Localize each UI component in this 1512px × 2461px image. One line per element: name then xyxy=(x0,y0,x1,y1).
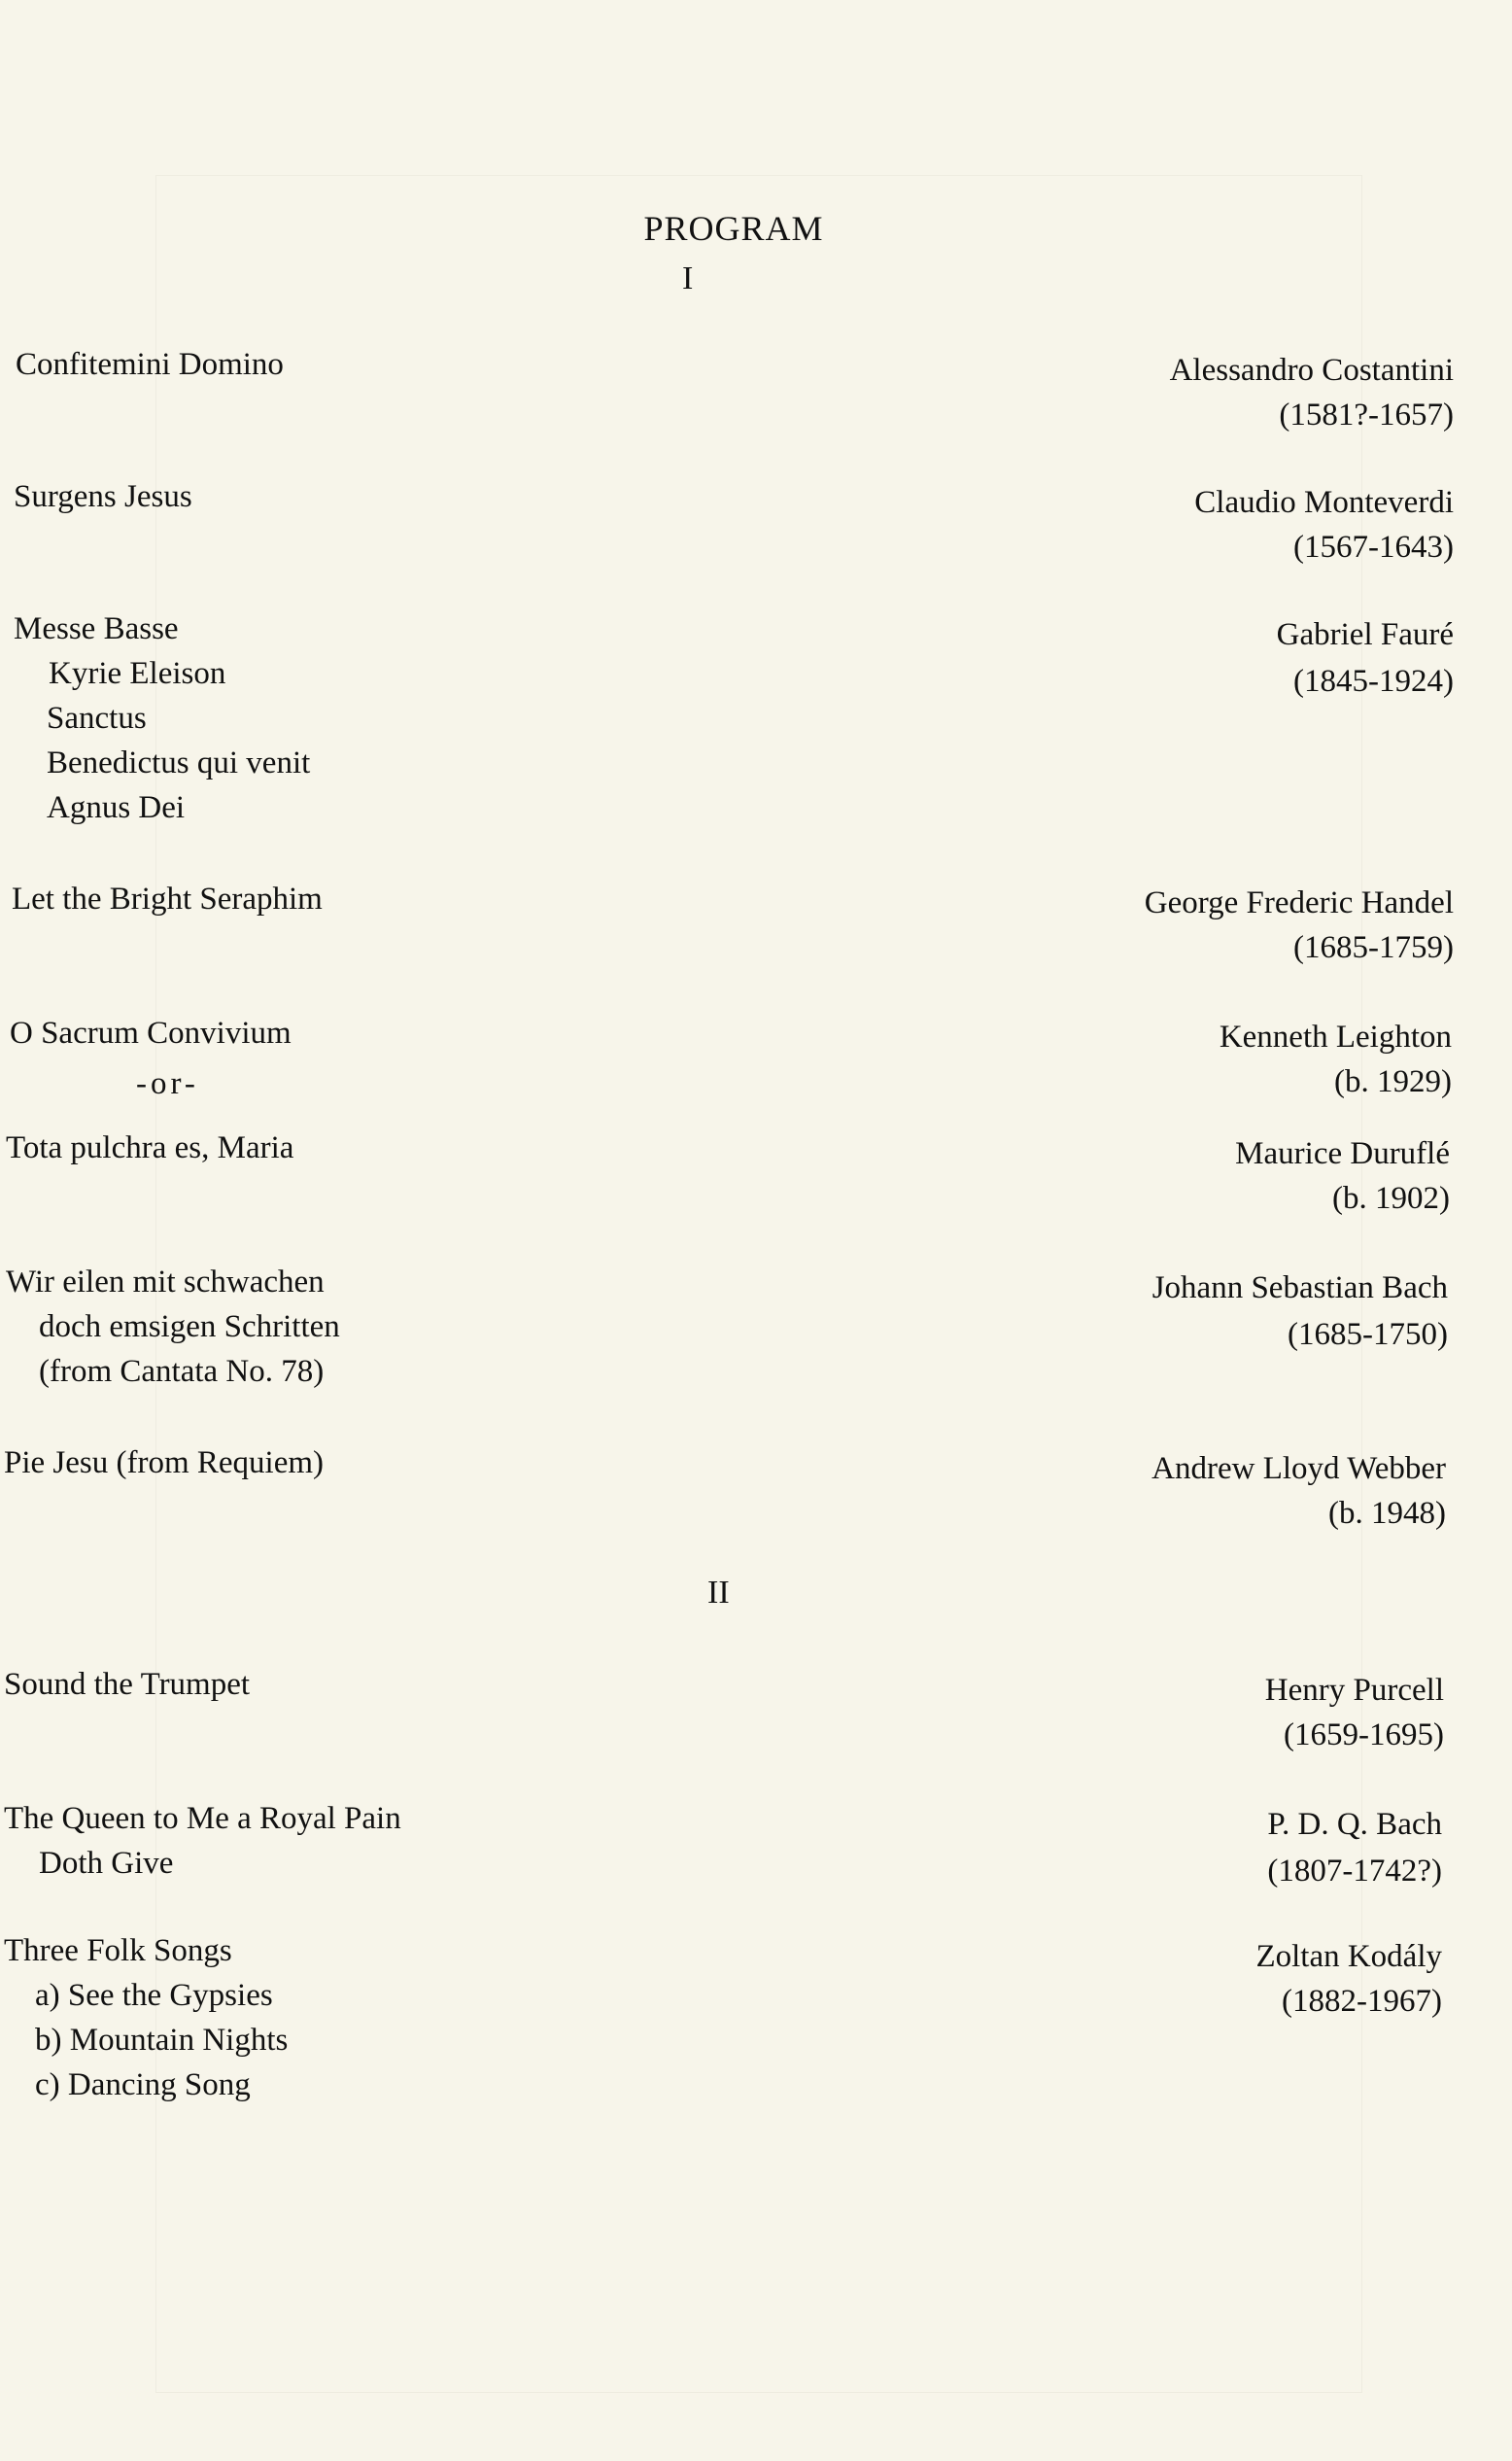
piece-title-continued: Doth Give xyxy=(39,1846,174,1881)
folk-song-item: a) See the Gypsies xyxy=(35,1978,273,2013)
composer-name: Maurice Duruflé xyxy=(1235,1136,1450,1171)
composer-name: Henry Purcell xyxy=(1264,1673,1444,1708)
part-2-label: II xyxy=(707,1575,730,1611)
composer-name: Johann Sebastian Bach xyxy=(1151,1270,1448,1305)
composer-dates: (1882-1967) xyxy=(1282,1984,1442,2019)
composer-name: P. D. Q. Bach xyxy=(1267,1807,1442,1842)
composer-dates: (1845-1924) xyxy=(1293,664,1454,699)
piece-title: Three Folk Songs xyxy=(4,1933,232,1968)
folk-song-item: b) Mountain Nights xyxy=(35,2023,289,2058)
piece-title: O Sacrum Convivium xyxy=(10,1016,292,1051)
composer-name: Alessandro Costantini xyxy=(1169,353,1454,388)
page-title: PROGRAM xyxy=(643,209,824,248)
movement: Kyrie Eleison xyxy=(49,656,226,691)
alternative-separator: -or- xyxy=(136,1066,199,1101)
movement: Sanctus xyxy=(47,701,147,736)
composer-name: Claudio Monteverdi xyxy=(1194,485,1454,520)
composer-name: Zoltan Kodály xyxy=(1255,1939,1442,1974)
composer-dates: (1685-1750) xyxy=(1288,1317,1448,1352)
piece-title: Tota pulchra es, Maria xyxy=(6,1130,294,1165)
piece-title: Sound the Trumpet xyxy=(4,1667,251,1702)
composer-dates: (b. 1902) xyxy=(1332,1181,1450,1216)
composer-dates: (1685-1759) xyxy=(1293,930,1454,965)
folk-song-item: c) Dancing Song xyxy=(35,2067,251,2102)
piece-title: Wir eilen mit schwachen xyxy=(6,1265,325,1300)
composer-dates: (1567-1643) xyxy=(1293,530,1454,565)
piece-title: Pie Jesu (from Requiem) xyxy=(4,1445,325,1480)
part-1-label: I xyxy=(682,260,694,296)
composer-name: Kenneth Leighton xyxy=(1219,1020,1452,1055)
composer-dates: (b. 1948) xyxy=(1328,1496,1446,1531)
piece-title: Messe Basse xyxy=(14,611,179,646)
piece-title: The Queen to Me a Royal Pain xyxy=(4,1801,401,1836)
movement: Benedictus qui venit xyxy=(47,745,311,780)
composer-dates: (1659-1695) xyxy=(1284,1717,1444,1752)
piece-title-continued: doch emsigen Schritten xyxy=(39,1309,340,1344)
piece-title: Confitemini Domino xyxy=(16,347,284,382)
composer-name: Andrew Lloyd Webber xyxy=(1151,1451,1446,1486)
movement: Agnus Dei xyxy=(47,790,186,825)
composer-name: Gabriel Fauré xyxy=(1276,617,1454,652)
composer-dates: (b. 1929) xyxy=(1334,1064,1452,1099)
piece-title: Surgens Jesus xyxy=(14,479,192,514)
composer-dates: (1807-1742?) xyxy=(1267,1854,1442,1889)
composer-dates: (1581?-1657) xyxy=(1279,398,1454,433)
piece-source: (from Cantata No. 78) xyxy=(39,1354,325,1389)
piece-title: Let the Bright Seraphim xyxy=(12,882,323,917)
composer-name: George Frederic Handel xyxy=(1144,885,1454,920)
